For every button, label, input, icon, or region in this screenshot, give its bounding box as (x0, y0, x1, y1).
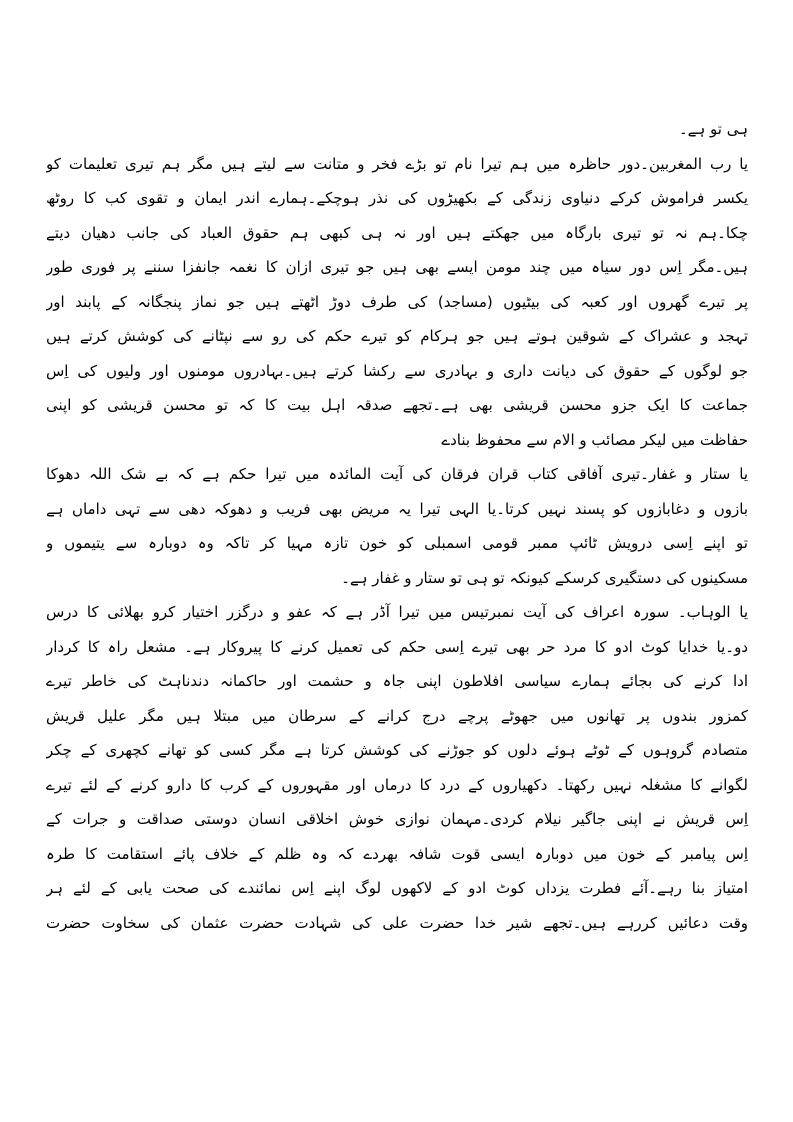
text-line: کمزور بندوں پر تھانوں میں جھوٹے پرچے درج کرانے کے سرطان میں مبتلا ہیں مگر علیل قریش (46, 706, 748, 725)
text-line: تو اپنے اِسی درویش ٹائپ ممبر قومی اسمبلی کو خون تازہ مہیا کر تاکہ وہ دوبارہ سے یتیموں و (46, 534, 748, 552)
text-line: حفاظت میں لیکر مصائب و الام سے محفوظ بنادے (441, 430, 748, 449)
text-line: دو۔یا خدایا کوٹ ادو کا مرد حر بھی تیرے اِسی حکم کی تعمیل کرنے کا پیروکار ہے۔ مشعل راہ کا کردار (46, 637, 748, 656)
text-line: بازوں و دغابازوں کو پسند نہیں کرتا۔یا الہی تیرا یہ مریض بھی فریب و دھوکہ دھی سے تہی داماں ہے (46, 499, 748, 518)
urdu-text-body (46, 112, 748, 940)
text-line: لگوانے کا مشغلہ نہیں رکھتا۔ دکھیاروں کے درد کا درماں اور مقہوروں کے کرب کا دارو کرنے کے لئے تیرے (46, 775, 748, 794)
text-line: تہجد و عشراک کے شوقین ہوتے ہیں جو ہرکام کو تیرے حکم کی رو سے نپٹانے کی کوشش کرتے ہیں (46, 327, 748, 345)
text-line: یا الوہاب۔ سورہ اعراف کی آیت نمبرتیس میں تیرا آڈر ہے کہ عفو و درگزر اختیار کرو بھلائی کا درس (46, 603, 748, 621)
text-line: امتیاز بنا رہے۔آئے فطرت یزداں کوٹ ادو کے لاکھوں لوگ اپنے اِس نمائندے کی صحت یابی کے لئے ہر (46, 879, 748, 897)
text-line: ہی تو ہے۔ (678, 120, 748, 138)
text-line: پر تیرے گھروں اور کعبہ کی بیٹیوں (مساجد) کی طرف دوڑ اٹھتے ہیں جو نماز پنجگانہ کے پابند اور (46, 292, 748, 311)
text-line: ادا کرنے کی بجائے ہمارے سیاسی افلاطون اپنی جاہ و حشمت اور حاکمانہ دندناہٹ کی خاطر تیرے (46, 672, 748, 690)
text-line: جو لوگوں کے حقوق کی دیانت داری و بہادری سے رکشا کرتے ہیں۔بہادروں مومنوں اور ولیوں کی اِس (46, 361, 748, 380)
text-line: یا رب المغربین۔دور حاظرہ میں ہم تیرا نام تو بڑے فخر و متانت سے لیتے ہیں مگر ہم تیری تعلیمات کو (46, 154, 748, 173)
text-line: ہیں۔مگر اِس دور سیاہ میں چند مومن ایسے بھی ہیں جو تیری ازان کا نغمہ جانفزا سننے پر فوری طور (46, 258, 748, 276)
text-line: وقت دعائیں کررہے ہیں۔تجھے شیر خدا حضرت علی کی شہادت حضرت عثمان کی سخاوت حضرت (46, 913, 748, 932)
text-line: مسکینوں کی دستگیری کرسکے کیونکہ تو ہی تو ستار و غفار ہے۔ (341, 568, 748, 587)
text-line: چکا۔ہم نہ تو تیری بارگاہ میں جھکتے ہیں اور نہ ہی کبھی ہم حقوق العباد کی جانب دھیان دیتے (46, 223, 748, 242)
text-line: متصادم گروہوں کے ٹوٹے ہوئے دلوں کو جوڑنے کی کوشش کرتا ہے مگر کسی کو تھانے کچھری کے چکر (46, 741, 748, 759)
text-line: اِس پیامبر کے خون میں دوبارہ ایسی قوت شافہ بھردے کہ وہ ظلم کے خلاف پائے استقامت کا طرہ (46, 844, 748, 863)
text-line: جماعت کا ایک جزو محسن قریشی بھی ہے۔تجھے صدقہ اہل بیت کا کہ تو محسن قریشی کو اپنی (46, 396, 748, 414)
text-line: اِس قریش نے اپنی جاگیر نیلام کردی۔مہمان نوازی خوش اخلاقی انسان دوستی صداقت و جرات کے (46, 810, 748, 828)
text-line: یا ستار و غفار۔تیری آفاقی کتاب قران فرقان کی آیت المائدہ میں تیرا حکم ہے کہ بے شک اللہ دھوکا (46, 465, 748, 483)
text-line: یکسر فراموش کرکے دنیاوی زندگی کے بکھیڑوں کی نذر ہوچکے۔ہمارے اندر ایمان و تقوی کب کا روٹھ (46, 189, 748, 207)
